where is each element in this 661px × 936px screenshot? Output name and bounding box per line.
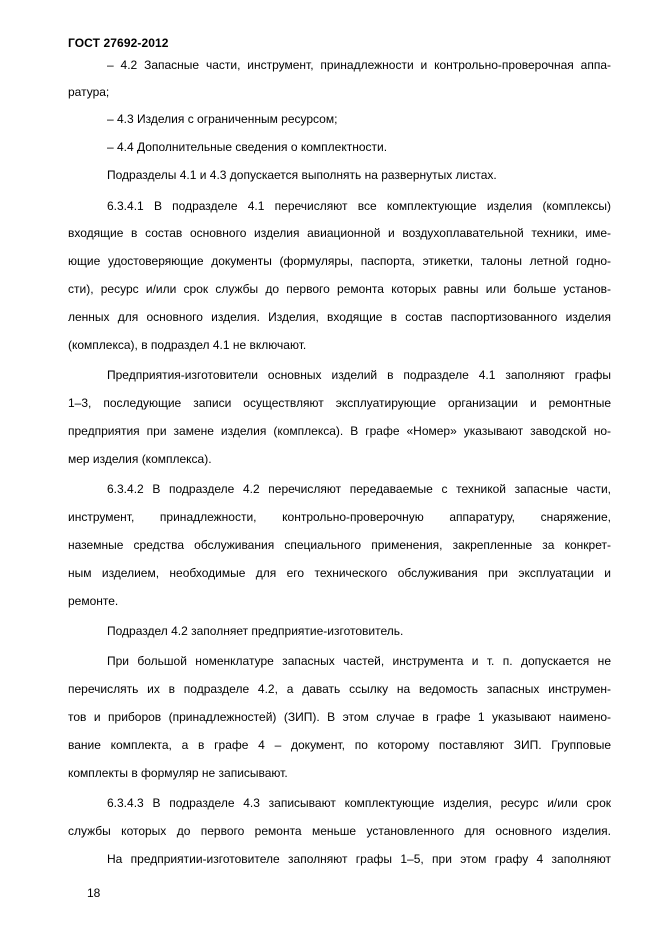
text-line: 1–3, последующие записи осуществляют эксплуатирующие организации и ремонтные — [68, 396, 611, 410]
text-line: тов и приборов (принадлежностей) (ЗИП). В этом случае в графе 1 указывают наимено- — [68, 710, 611, 724]
text-line: Предприятия-изготовители основных изделий в подразделе 4.1 заполняют графы — [107, 368, 611, 382]
text-line: наземные средства обслуживания специального применения, закрепленные за конкрет- — [68, 538, 611, 552]
text-line: мер изделия (комплекса). — [68, 452, 212, 466]
text-line: – 4.4 Дополнительные сведения о комплектности. — [107, 140, 388, 154]
text-line: вание комплекта, а в графе 4 – документ, по которому поставляют ЗИП. Групповые — [68, 738, 611, 752]
text-line: ленных для основного изделия. Изделия, входящие в состав паспортизованного изделия — [68, 310, 611, 324]
text-line: На предприятии-изготовителе заполняют графы 1–5, при этом графу 4 заполняют — [107, 852, 611, 866]
document-header: ГОСТ 27692-2012 — [68, 36, 169, 50]
text-line: 6.3.4.1 В подразделе 4.1 перечисляют все комплектующие изделия (комплексы) — [107, 199, 611, 213]
text-line: входящие в состав основного изделия авиационной и воздухоплавательной техники, име- — [68, 226, 611, 240]
text-line: ратура; — [68, 85, 110, 99]
text-line: 6.3.4.2 В подразделе 4.2 перечисляют передаваемые с техникой запасные части, — [107, 482, 611, 496]
text-line: ющие удостоверяющие документы (формуляры, паспорта, этикетки, талоны летной годно- — [68, 254, 611, 268]
text-line: комплекты в формуляр не записывают. — [68, 766, 288, 780]
text-line: предприятия при замене изделия (комплекса). В графе «Номер» указывают заводской но- — [68, 424, 611, 438]
text-line: При большой номенклатуре запасных частей, инструмента и т. п. допускается не — [107, 654, 611, 668]
text-line: инструмент, принадлежности, контрольно-проверочную аппаратуру, снаряжение, — [68, 510, 611, 524]
text-line: ремонте. — [68, 594, 119, 608]
text-line: (комплекса), в подраздел 4.1 не включают. — [68, 338, 307, 352]
text-line: – 4.2 Запасные части, инструмент, принадлежности и контрольно-проверочная аппа- — [107, 58, 611, 72]
text-line: 6.3.4.3 В подразделе 4.3 записывают комплектующие изделия, ресурс и/или срок — [107, 796, 611, 810]
text-line: перечислять их в подразделе 4.2, а давать ссылку на ведомость запасных инструмен- — [68, 682, 611, 696]
text-line: Подраздел 4.2 заполняет предприятие-изготовитель. — [107, 624, 404, 638]
text-line: сти), ресурс и/или срок службы до первого ремонта которых равны или больше установ- — [68, 282, 611, 296]
text-line: Подразделы 4.1 и 4.3 допускается выполнять на развернутых листах. — [107, 168, 497, 182]
page-number: 18 — [87, 886, 101, 900]
text-line: службы которых до первого ремонта меньше установленного для основного изделия. — [68, 824, 611, 838]
text-line: ным изделием, необходимые для его технического обслуживания при эксплуатации и — [68, 566, 611, 580]
text-line: – 4.3 Изделия с ограниченным ресурсом; — [107, 112, 338, 126]
